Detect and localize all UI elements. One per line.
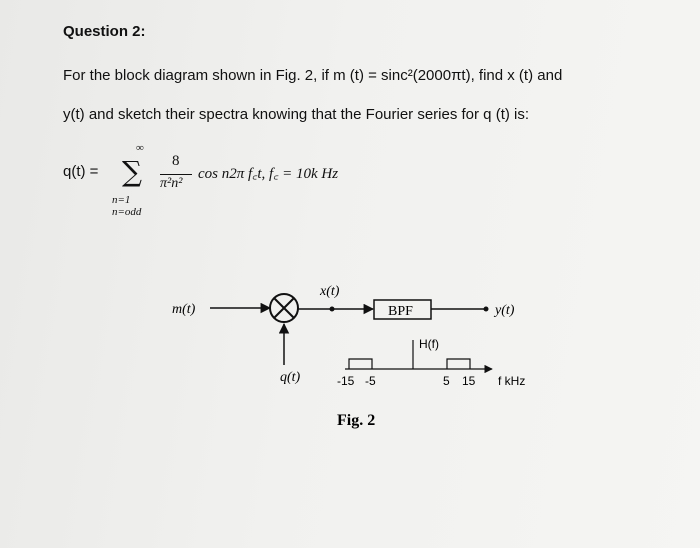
freq-tick-5: 5: [443, 374, 450, 388]
problem-line-2: y(t) and sketch their spectra knowing that the Fourier series for q (t) is:: [63, 106, 530, 123]
passband-negative: [349, 359, 372, 369]
multiplier-icon: [270, 294, 298, 322]
figure-caption: Fig. 2: [337, 412, 376, 429]
summation-symbol: ∑: [122, 155, 142, 188]
filter-label: H(f): [419, 337, 439, 351]
equation-term: cos n2π f꜀t, f꜀ = 10k Hz: [198, 166, 339, 182]
equation-lhs: q(t) =: [63, 163, 99, 180]
output-node: [484, 307, 489, 312]
output-label: y(t): [495, 303, 515, 318]
freq-tick-15: 15: [462, 374, 476, 388]
summation-upper-limit: ∞: [136, 142, 144, 154]
fraction-numerator: 8: [172, 153, 180, 169]
summation-lower-limit: n=1: [112, 194, 131, 206]
freq-tick-neg15: -15: [337, 374, 355, 388]
question-title: Question 2:: [63, 23, 146, 40]
carrier-label: q(t): [280, 370, 301, 385]
input-label: m(t): [172, 302, 196, 317]
passband-positive: [447, 359, 470, 369]
freq-tick-neg5: -5: [365, 374, 376, 388]
freq-unit-label: f kHz: [498, 374, 526, 388]
x-signal-node: [330, 307, 335, 312]
bpf-label: BPF: [388, 304, 413, 319]
problem-line-1: For the block diagram shown in Fig. 2, if m (t) = sinc²(2000πt), find x (t) and: [63, 67, 563, 84]
fraction-denominator: π²n²: [160, 176, 183, 191]
summation-condition: n=odd: [112, 206, 142, 218]
x-signal-label: x(t): [320, 284, 340, 299]
